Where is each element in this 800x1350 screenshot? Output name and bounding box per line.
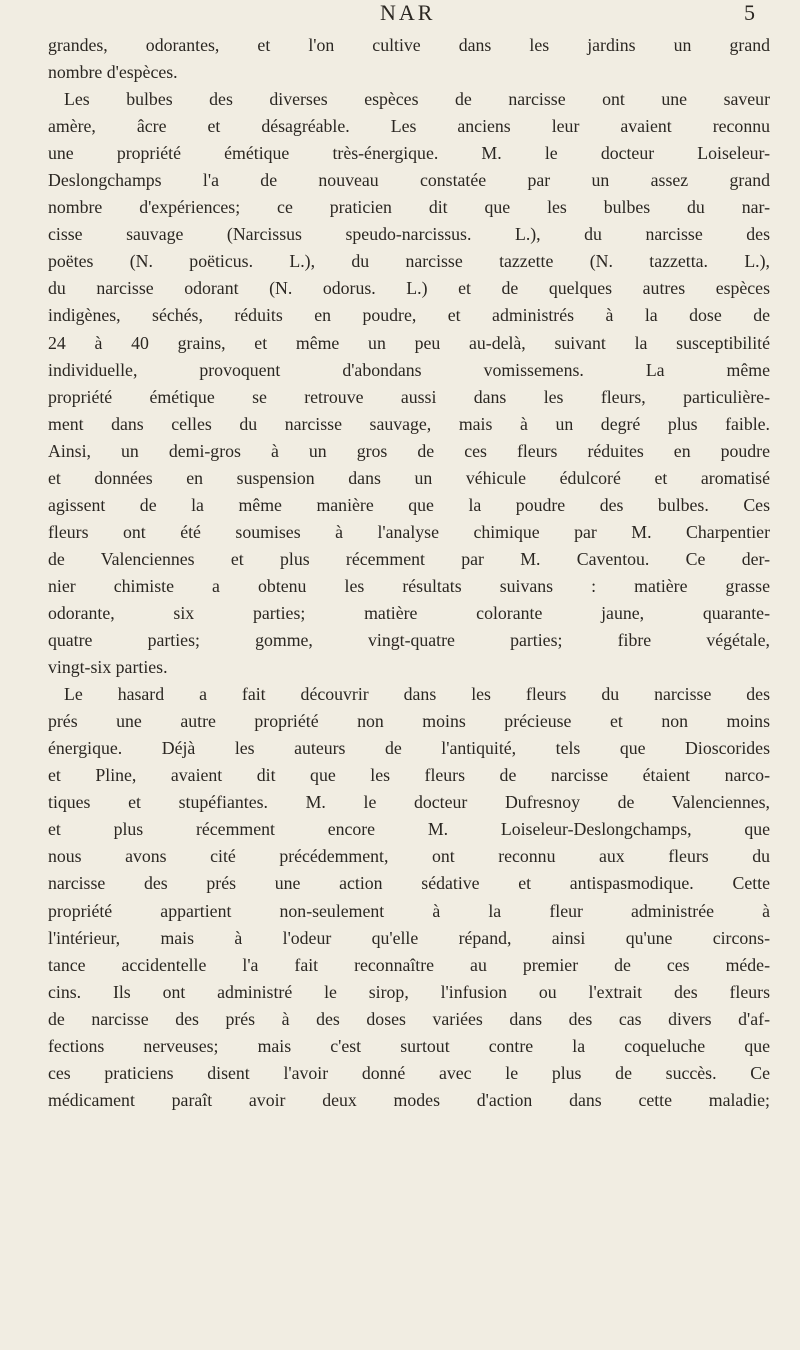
running-head bbox=[48, 0, 770, 36]
text-line: propriété appartient non-seulement à la fleur administrée à bbox=[48, 900, 770, 921]
text-line: médicament paraît avoir deux modes d'action dans cette maladie; bbox=[48, 1089, 770, 1110]
text-line: narcisse des prés une action sédative et antispasmodique. Cette bbox=[48, 873, 770, 894]
text-line: prés une autre propriété non moins précieuse et non moins bbox=[48, 711, 770, 732]
paragraph-2 bbox=[48, 86, 770, 681]
text-line: de narcisse des prés à des doses variées dans des cas divers d'af- bbox=[48, 1008, 770, 1029]
text-line: fleurs ont été soumises à l'analyse chimique par M. Charpentier bbox=[48, 521, 770, 542]
text-line: propriété émétique se retrouve aussi dans les fleurs, particulière- bbox=[48, 386, 770, 407]
text-line: Les bulbes des diverses espèces de narcisse ont une saveur bbox=[64, 89, 770, 110]
book-page bbox=[48, 0, 770, 1350]
text-line: et Pline, avaient dit que les fleurs de narcisse étaient narco- bbox=[48, 765, 770, 786]
running-head-title: NAR bbox=[380, 0, 436, 25]
text-line: Deslongchamps l'a de nouveau constatée par un assez grand bbox=[48, 170, 770, 191]
text-line: une propriété émétique très-énergique. M. le docteur Loiseleur- bbox=[48, 143, 770, 164]
text-line: tiques et stupéfiantes. M. le docteur Dufresnoy de Valenciennes, bbox=[48, 792, 770, 813]
text-line: vingt-six parties. bbox=[48, 657, 168, 678]
text-line: nier chimiste a obtenu les résultats suivans : matière grasse bbox=[48, 575, 770, 596]
text-line: individuelle, provoquent d'abondans vomissemens. La même bbox=[48, 359, 770, 380]
text-line: ment dans celles du narcisse sauvage, mais à un degré plus faible. bbox=[48, 413, 770, 434]
text-line: nombre d'espèces. bbox=[48, 62, 178, 83]
text-line: odorante, six parties; matière colorante jaune, quarante- bbox=[48, 602, 770, 623]
paragraph-1 bbox=[48, 32, 770, 86]
text-line: ces praticiens disent l'avoir donné avec le plus de succès. Ce bbox=[48, 1062, 770, 1083]
text-line: cins. Ils ont administré le sirop, l'infusion ou l'extrait des fleurs bbox=[48, 981, 770, 1002]
text-line: du narcisse odorant (N. odorus. L.) et de quelques autres espèces bbox=[48, 278, 770, 299]
text-line: Le hasard a fait découvrir dans les fleurs du narcisse des bbox=[64, 684, 770, 705]
text-line: nous avons cité précédemment, ont reconnu aux fleurs du bbox=[48, 846, 770, 867]
text-line: agissent de la même manière que la poudre des bulbes. Ces bbox=[48, 494, 770, 515]
text-line: fections nerveuses; mais c'est surtout contre la coqueluche que bbox=[48, 1035, 770, 1056]
text-line: cisse sauvage (Narcissus speudo-narcissus. L.), du narcisse des bbox=[48, 224, 770, 245]
text-line: et données en suspension dans un véhicule édulcoré et aromatisé bbox=[48, 467, 770, 488]
text-line: quatre parties; gomme, vingt-quatre parties; fibre végétale, bbox=[48, 630, 770, 651]
text-line: de Valenciennes et plus récemment par M. Caventou. Ce der- bbox=[48, 548, 770, 569]
paragraph-3 bbox=[48, 681, 770, 1114]
body-text bbox=[48, 32, 770, 1114]
text-line: nombre d'expériences; ce praticien dit que les bulbes du nar- bbox=[48, 197, 770, 218]
text-line: poëtes (N. poëticus. L.), du narcisse tazzette (N. tazzetta. L.), bbox=[48, 251, 770, 272]
text-line: indigènes, séchés, réduits en poudre, et administrés à la dose de bbox=[48, 305, 770, 326]
text-line: amère, âcre et désagréable. Les anciens leur avaient reconnu bbox=[48, 116, 770, 137]
text-line: Ainsi, un demi-gros à un gros de ces fleurs réduites en poudre bbox=[48, 440, 770, 461]
text-line: et plus récemment encore M. Loiseleur-Deslongchamps, que bbox=[48, 819, 770, 840]
page-number: 5 bbox=[744, 0, 755, 25]
text-line: l'intérieur, mais à l'odeur qu'elle répand, ainsi qu'une circons- bbox=[48, 927, 770, 948]
text-line: tance accidentelle l'a fait reconnaître au premier de ces méde- bbox=[48, 954, 770, 975]
text-line: grandes, odorantes, et l'on cultive dans les jardins un grand bbox=[48, 35, 770, 55]
text-line: énergique. Déjà les auteurs de l'antiquité, tels que Dioscorides bbox=[48, 738, 770, 759]
text-line: 24 à 40 grains, et même un peu au-delà, suivant la susceptibilité bbox=[48, 332, 770, 353]
